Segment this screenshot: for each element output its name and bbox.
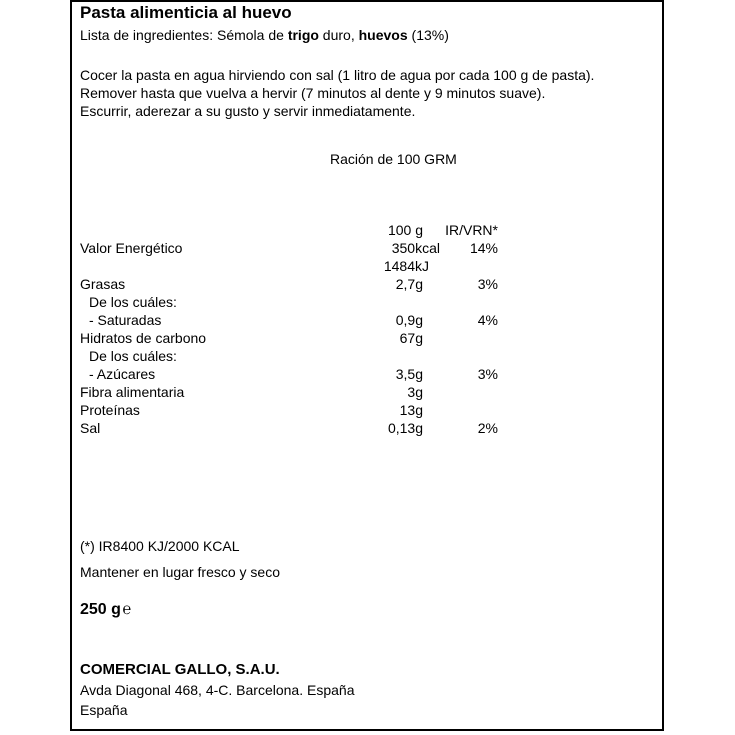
- row-label: Sal: [80, 420, 101, 436]
- net-weight-value: 250 g: [80, 601, 121, 618]
- ingredients-middle: duro,: [318, 27, 359, 43]
- company-country: España: [80, 702, 128, 718]
- instruction-line-1: Cocer la pasta en agua hirviendo con sal (1 litro de agua por cada 100 g de pasta).: [80, 67, 595, 83]
- row-value: 3g: [407, 384, 423, 400]
- row-label: Hidratos de carbono: [80, 330, 207, 346]
- allergen-huevos: huevos: [358, 27, 408, 43]
- ingredients-suffix: (13%): [407, 27, 449, 43]
- company-name: COMERCIAL GALLO, S.A.U.: [80, 661, 280, 678]
- allergen-trigo: trigo: [287, 27, 319, 43]
- instruction-line-2: Remover hasta que vuelva a hervir (7 minutos al dente y 9 minutos suave).: [80, 85, 546, 101]
- row-value: 67g: [399, 330, 423, 346]
- row-ir: 2%: [477, 420, 498, 436]
- product-title: Pasta alimenticia al huevo: [80, 3, 292, 22]
- row-label: Proteínas: [80, 402, 140, 418]
- row-label: Fibra alimentaria: [80, 384, 185, 400]
- row-ir: 14%: [469, 240, 498, 256]
- row-value: 0,9g: [395, 312, 423, 328]
- row-value: 13g: [399, 402, 423, 418]
- storage-instructions: Mantener en lugar fresco y seco: [80, 564, 280, 580]
- row-label: - Saturadas: [89, 312, 162, 328]
- row-ir: 3%: [477, 276, 498, 292]
- row-value: 350kcal: [391, 240, 440, 256]
- row-ir: 4%: [477, 312, 498, 328]
- footnote: (*) IR8400 KJ/2000 KCAL: [80, 538, 240, 554]
- row-label: De los cuáles:: [89, 294, 177, 310]
- estimated-sign-icon: ℮: [122, 601, 132, 618]
- row-ir: 3%: [477, 366, 498, 382]
- row-value: 3,5g: [395, 366, 423, 382]
- ingredients-prefix: Lista de ingredientes: Sémola de: [80, 27, 288, 43]
- row-label: De los cuáles:: [89, 348, 177, 364]
- header-ir-vrn: IR/VRN*: [445, 222, 498, 238]
- row-label: Valor Energético: [80, 240, 183, 256]
- company-address: Avda Diagonal 468, 4-C. Barcelona. España: [80, 682, 355, 698]
- ingredients-list: [80, 27, 449, 44]
- row-value: 1484kJ: [383, 258, 429, 274]
- row-value: 2,7g: [395, 276, 423, 292]
- portion-label: Ración de 100 GRM: [330, 151, 457, 167]
- header-100g: 100 g: [387, 222, 423, 238]
- net-weight: [80, 601, 132, 618]
- row-label: Grasas: [80, 276, 126, 292]
- row-value: 0,13g: [387, 420, 423, 436]
- row-label: - Azúcares: [89, 366, 156, 382]
- instruction-line-3: Escurrir, aderezar a su gusto y servir inmediatamente.: [80, 103, 416, 119]
